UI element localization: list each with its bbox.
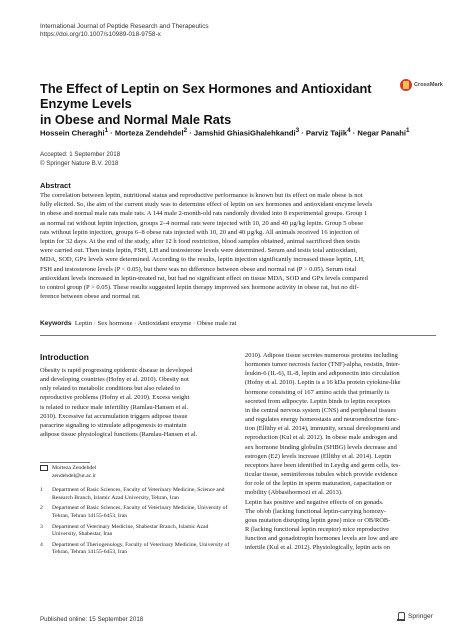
abstract-line: rats without leptin injection, groups 6–8 obese rats injected with 10, 20 and 40 µg/kg. All animals received 16 injection of [40,228,360,236]
journal-header [40,23,209,40]
keywords-label: Keywords [40,320,72,327]
keywords: Keywords Leptin · Sex hormone · Antioxidant enzyme · Obese male rat [40,320,237,327]
body-line: R (lacking functional leptin receptor) mice reproductive [245,525,390,533]
abstract-line: as normal rat without leptin injection, groups 2–4 normal rats were injected with 10, 20 and 40 µg/kg leptin. Group 5 obese [40,219,364,227]
accepted-date: Accepted: 1 September 2018 [40,151,121,158]
abstract-line: The correlation between leptin, nutritional status and reproductive performance is known but its effect on male obese is not [40,192,363,199]
abstract-line: FSH and testosterone levels (P < 0.05), but there was no difference between obese and normal rat (P > 0.05). Serum total [40,265,357,273]
keyword: Leptin [74,320,93,327]
affiliation [40,524,233,539]
body-line: infertile (Kul et al. 2012). Physiologically, leptin acts on [245,544,390,552]
body-line: estrogen (E2) levels increase (Ellithy et al. 2014). Leptin [245,452,392,460]
body-line: hormone consisting of 167 amino acids that primarily is [245,388,390,396]
body-line: and regulates energy homeostasis and neuroendocrine func- [245,416,399,424]
affiliation-mark: 2 [40,505,43,512]
journal-name: International Journal of Peptide Research and Therapeutics [40,23,209,30]
abstract-line: ference between obese and normal rat. [40,293,141,301]
introduction-heading: Introduction [40,352,89,362]
body-line: for role of the leptin in sperm maturation, capacitation or [245,480,392,488]
body-line: 2010). Adipose tissue secretes numerous proteins including [245,352,398,359]
body-line: (Hofny et al. 2010). Leptin is a 16 kDa protein cytokine-like [245,379,401,387]
author-affiliation-mark: 3 [295,127,300,134]
publisher-name: Springer [408,613,433,620]
body-line: and developing countries (Hofny et al. 2010). Obesity not [40,376,189,384]
abstract-line: MDA, SOD, GPx levels were determined. According to the results, leptin injection significantly increased tissue leptin, LH, [40,256,365,264]
corresponding-name: Morteza Zendehdel [52,465,97,471]
body-line: mobility (Abbasihormozi et al. 2013). [245,489,343,497]
body-line: reproductive problems (Hofny et al. 2010). Excess weight [40,394,190,402]
affiliation-text: Department of Basic Sciences, Faculty of Veterinary Medicine, University of Tehran, Tehran 14155-6453, Iran [52,505,228,519]
article-dates [40,151,120,168]
author-name[interactable]: Parviz Tajik [305,128,348,138]
affiliation [40,505,233,520]
author-name[interactable]: Jamshid GhiasiGhalehkandi [193,128,296,138]
abstract-heading: Abstract [40,181,71,190]
abstract-line: antioxidant levels increased in leptin-treated rat, but had no significant effect on tissue MDA, SOD and GPx levels compared [40,274,368,282]
body-line: in the central nervous system (CNS) and peripheral tissues [245,406,396,414]
body-line: secreted from adipocyte. Leptin binds to leptin receptors [245,397,391,405]
abstract-line: to control group (P > 0.05). These results suggested leptin therapy improved sex hormone activity in obese rat, but no dif- [40,284,359,292]
envelope-icon [40,465,48,471]
affiliation [40,542,233,557]
author-name[interactable]: Morteza Zendehdel [114,128,184,138]
keyword: Sex hormone [97,320,133,327]
body-line: receptors have been identified in Leydig and germ cells, tes- [245,461,401,469]
doi-link[interactable]: https://doi.org/10.1007/s10989-018-9758-x [40,31,161,39]
title-line: The Effect of Leptin on Sex Hormones and Antioxidant Enzyme Levels [40,81,372,112]
abstract-line: leptin for 32 days. At the end of the study, after 12 h food restriction, blood samples obtained, animal sacrificed then testis [40,238,360,246]
copyright-notice: © Springer Nature B.V. 2018 [40,159,119,167]
author-affiliation-mark: 2 [183,127,188,134]
keyword: Obese male rat [196,320,237,327]
author-name[interactable]: Negar Panahi [357,128,406,138]
abstract-text [40,191,436,301]
body-line: sex hormone binding globulin (SHBG) levels decrease and [245,443,397,451]
body-line: gous mutation disrupting leptin gene) mice or OB/ROB- [245,516,391,524]
body-line: tion (Ellithy et al. 2014), immunity, sexual development and [245,425,401,433]
affiliation [40,487,233,502]
affiliation-text: Department of Basic Sciences, Faculty of Veterinary Medicine, Science and Research Branch, Islamic Azad University, Tehran, Iran [52,487,225,501]
affiliation-mark: 3 [40,523,43,530]
introduction-right-column [245,351,437,552]
body-line: ticular tissue, seminiferous tubules which provide evidence [245,471,398,479]
body-line: adipose tissue physiological functions (Ramlau-Hansen et al. [40,431,198,439]
body-line: function and gonadotropin hormones levels are low and are [245,535,399,543]
body-line: paracrine signaling to stimulate adipogenesis to maintain [40,421,187,429]
author-affiliation-mark: 4 [347,127,351,134]
body-line: leukin-6 (IL-6), IL-8, leptin and adiponectin into circulation [245,370,400,378]
body-line: only related to metabolic conditions but also related to [40,385,181,393]
body-line: is related to reduce male infertility (Ramlau-Hansen et al. [40,403,189,411]
body-line: 2010). Excessive fat accumulation triggers adipose tissue [40,412,188,420]
author-list: Hossein Cheraghi$^1$ · Morteza Zendehdel$^2$ · Jamshid GhiasiGhalehkandi$^3$ · Parviz Tajik$^4$ · Negar Panahi$^1$ [40,127,410,138]
footnotes [40,465,233,560]
article-title [40,81,410,127]
published-date: Published online: 15 September 2018 [40,616,144,623]
corresponding-email[interactable]: zendehdel@ut.ac.ir [52,472,97,479]
section-divider [40,335,436,336]
crossmark-label: CrossMark [414,82,443,88]
affiliation-text: Department of Veterinary Medicine, Shabestar Branch, Islamic Azad University, Shabestar, Iran [52,523,209,538]
footnote-divider [40,462,90,463]
abstract-line: in obese and normal male rats male rats. A 144 male 2-month-old rats randomly divided into 8 experimental groups. Group 1 [40,210,368,218]
publisher-logo [396,611,433,622]
corresponding-author [40,465,233,480]
keyword: Antioxidant enzyme [137,320,192,327]
title-line: in Obese and Normal Male Rats [40,111,232,127]
abstract-line: were carried out. Then testis leptin, FSH, LH and testosterone levels were determined. Serum and testis total antioxidant, [40,247,357,255]
body-line: Leptin has positive and negative effects of on gonads. [245,498,384,506]
body-line: Obesity is rapid progressing epidemic disease in developed [40,367,193,374]
affiliation-mark: 1 [40,487,43,494]
affiliation-mark: 4 [40,541,43,548]
author-affiliation-mark: 1 [104,127,109,134]
author-affiliation-mark: 1 [405,127,410,134]
body-line: hormones tumor necrosis factor (TNF)-alpha, resistin, Inter- [245,361,401,369]
body-line: reproduction (Kul et al. 2012). In obese male androgen and [245,434,398,442]
affiliation-text: Department of Theriogenology, Faculty of Veterinary Medicine, University of Tehran, Tehran 14155-6453, Iran [52,541,230,556]
abstract-line: fully elicited. So, the aim of the current study was to determine effect of leptin on sex hormones and antioxidant enzyme levels [40,201,373,209]
introduction-left-column [40,366,233,439]
body-line: The ob/ob (lacking functional leptin-carrying homozy- [245,507,387,515]
author-name[interactable]: Hossein Cheraghi [40,128,105,138]
springer-horse-icon [396,611,405,622]
